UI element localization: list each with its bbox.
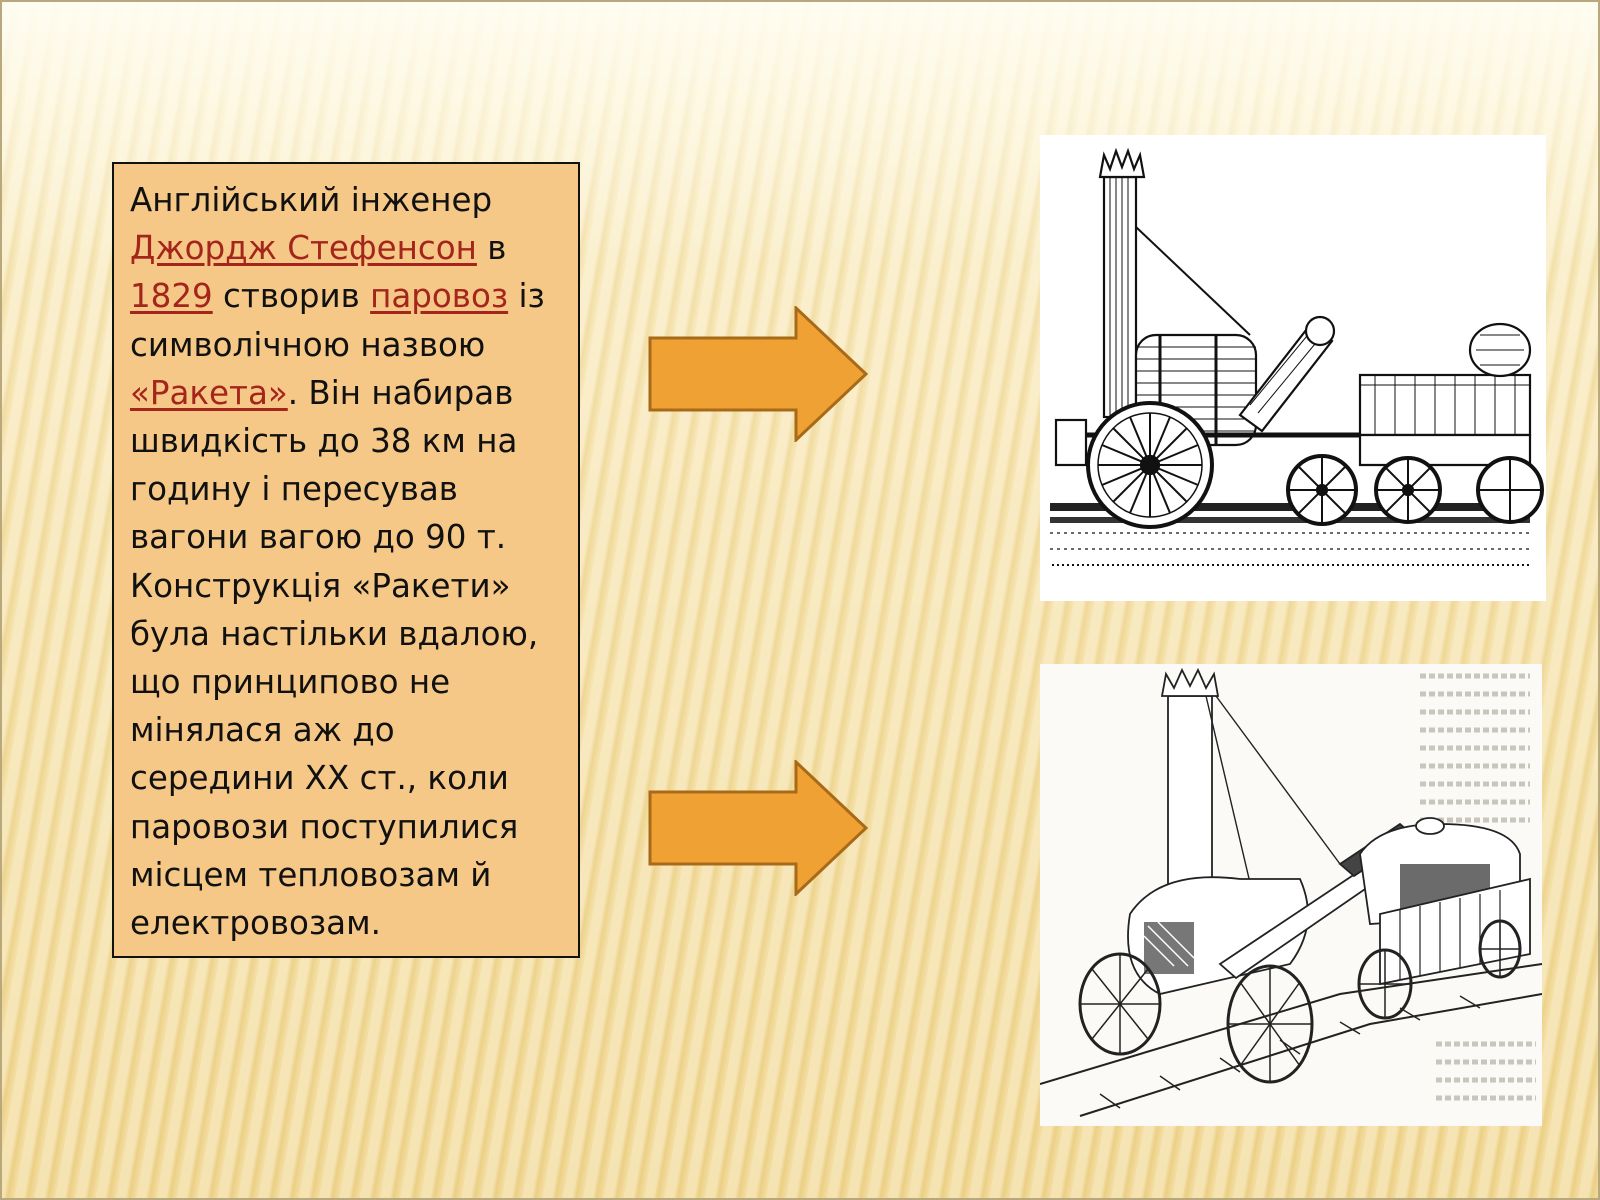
link-george-stephenson[interactable]: Джордж Стефенсон: [130, 229, 477, 268]
rocket-locomotive-drawing: [1040, 135, 1546, 601]
right-arrow-icon: [648, 760, 870, 896]
text-in: в: [476, 229, 507, 268]
link-steam-locomotive[interactable]: паровоз: [370, 277, 509, 316]
description-text-box: [112, 162, 580, 958]
text-with: із: [508, 277, 545, 316]
link-year-1829[interactable]: 1829: [130, 277, 213, 316]
rocket-cutaway-drawing: [1040, 664, 1542, 1126]
link-rocket[interactable]: «Ракета»: [130, 373, 288, 412]
text-symbolic-name: символічною назвою: [130, 325, 486, 364]
text-line-intro: Англійський інженер: [130, 181, 493, 219]
right-arrow-icon: [648, 306, 870, 442]
text-body: . Він набирав швидкість до 38 км на годину і пересував вагони вагою до 90 т. Конструкція «Ракети» була настільки вдалою, що принципово не мінялася аж до середини ХХ ст., коли паровози поступилися місцем тепловозам й електровозам.: [130, 373, 539, 943]
text-created: створив: [212, 277, 371, 316]
